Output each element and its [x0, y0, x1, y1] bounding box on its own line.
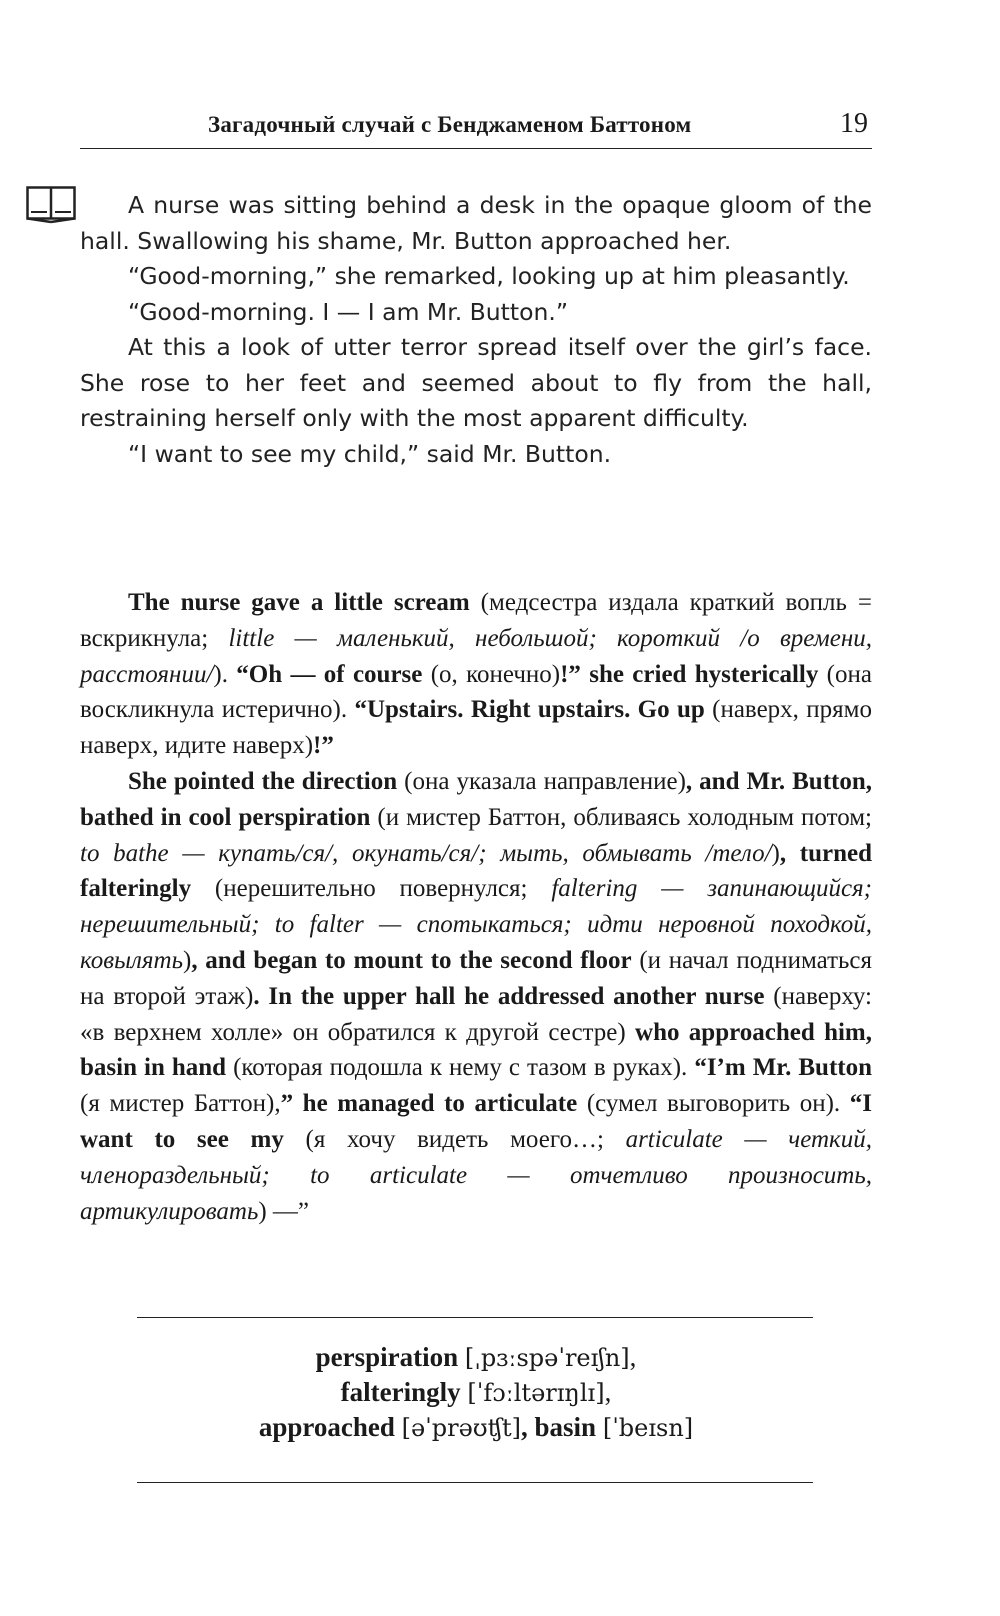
english-phrase: “I want to see my [80, 1090, 872, 1153]
translation: (сумел выговорить он). [577, 1090, 850, 1118]
translation: (и начал подниматься на второй этаж) [80, 946, 873, 1010]
translation: (она воскликнула истерично). [80, 660, 872, 724]
translation: ) [771, 839, 780, 867]
transcription-line [80, 1340, 872, 1375]
english-phrase: ” he managed to articulate [280, 1090, 578, 1118]
transcription-box [80, 1340, 872, 1445]
english-phrase: , turned falteringly [80, 839, 872, 903]
vocabulary-note: faltering — запинающийся; нерешительный; to falter — спотыкаться; идти неровной походкой, ковылять [80, 875, 872, 974]
english-phrase: “I’m Mr. Button [694, 1054, 872, 1082]
original-text [80, 188, 872, 472]
commentary-paragraph [80, 764, 872, 1229]
translation: (нерешительно повернулся; [191, 875, 552, 903]
transcription-word: falteringly [340, 1377, 461, 1407]
original-paragraph: “I want to see my child,” said Mr. Button. [128, 439, 612, 468]
translation: (и мистер Баттон, обливаясь холодным потом; [370, 803, 872, 831]
translation: (я хочу видеть моего…; [283, 1125, 626, 1153]
english-phrase: The nurse gave a little scream [128, 589, 470, 616]
page-number: 19 [840, 108, 868, 139]
translation: (наверх, прямо наверх, идите наверх) [80, 696, 872, 760]
transcription-punct: , [629, 1342, 637, 1372]
english-phrase: , and Mr. Button, bathed in cool perspiration [80, 767, 872, 831]
translation: ) —” [258, 1197, 310, 1225]
transcription-ipa: [ˌpɜːspəˈreɪʃn] [464, 1344, 630, 1372]
translation: ) [182, 946, 192, 974]
header-title: Загадочный случай с Бенджаменом Баттоном [208, 112, 692, 137]
vocabulary-note: to bathe — купать/ся/, окунать/ся/; мыть, обмывать /тело/ [80, 839, 772, 867]
english-phrase: !” she cried hysterically [560, 660, 819, 688]
transcription-word: perspiration [315, 1342, 459, 1372]
english-phrase: who approached him, basin in hand [80, 1018, 872, 1082]
original-paragraph: “Good-morning. I — I am Mr. Button.” [128, 297, 569, 326]
translation: (медсестра издала краткий вопль = вскрикнула; [80, 589, 872, 652]
transcription-word: approached [258, 1412, 395, 1442]
transcription-word: basin [534, 1412, 597, 1442]
original-paragraph: A nurse was sitting behind a desk in the opaque gloom of the hall. Swallowing his shame, Mr. Button approached her. [80, 191, 872, 255]
original-paragraph: “Good-morning,” she remarked, looking up at him pleasantly. [128, 262, 850, 290]
transcription-ipa: [ˈbeɪsn] [602, 1414, 694, 1442]
english-phrase: . In the upper hall he addressed another nurse [253, 982, 765, 1010]
vocabulary-note: little — маленький, небольшой; короткий /о времени, расстоянии/ [80, 624, 872, 688]
translation: (о, конечно) [422, 660, 561, 688]
transcription-ipa: [əˈprəʊʧt] [401, 1414, 522, 1442]
english-phrase: She pointed the direction [128, 767, 398, 795]
commentary-text [80, 585, 872, 1229]
english-phrase: , and began to mount to the second floor [191, 946, 632, 974]
transcription-ipa: [ˈfɔːltərɪŋlɪ] [467, 1379, 605, 1407]
transcription-punct: , [604, 1377, 612, 1407]
transcription-punct: , [521, 1412, 528, 1442]
commentary-paragraph [80, 585, 872, 764]
open-book-icon [26, 186, 76, 224]
translation: (наверху: «в верхнем холле» он обратился к другой сестре) [80, 982, 872, 1046]
transcription-line [80, 1375, 872, 1410]
english-phrase: “Oh — of course [236, 660, 423, 688]
english-phrase: !” [313, 732, 334, 760]
original-paragraph: At this a look of utter terror spread itself over the girl’s face. She rose to her feet and seemed about to fly from the hall, restraining herself only with the most apparent difficulty. [80, 333, 872, 432]
translation: (которая подошла к нему с тазом в руках). [226, 1054, 695, 1082]
translation: (я мистер Баттон), [80, 1090, 281, 1118]
running-header [80, 108, 872, 149]
divider-top [137, 1317, 813, 1318]
translation: (она указала направление) [397, 767, 686, 795]
divider-bottom [137, 1482, 813, 1483]
translation: ). [213, 660, 237, 688]
english-phrase: “Upstairs. Right upstairs. Go up [354, 696, 705, 724]
transcription-line [80, 1410, 872, 1445]
vocabulary-note: articulate — четкий, членораздельный; to articulate — отчетливо произносить, артикулировать [80, 1125, 873, 1225]
